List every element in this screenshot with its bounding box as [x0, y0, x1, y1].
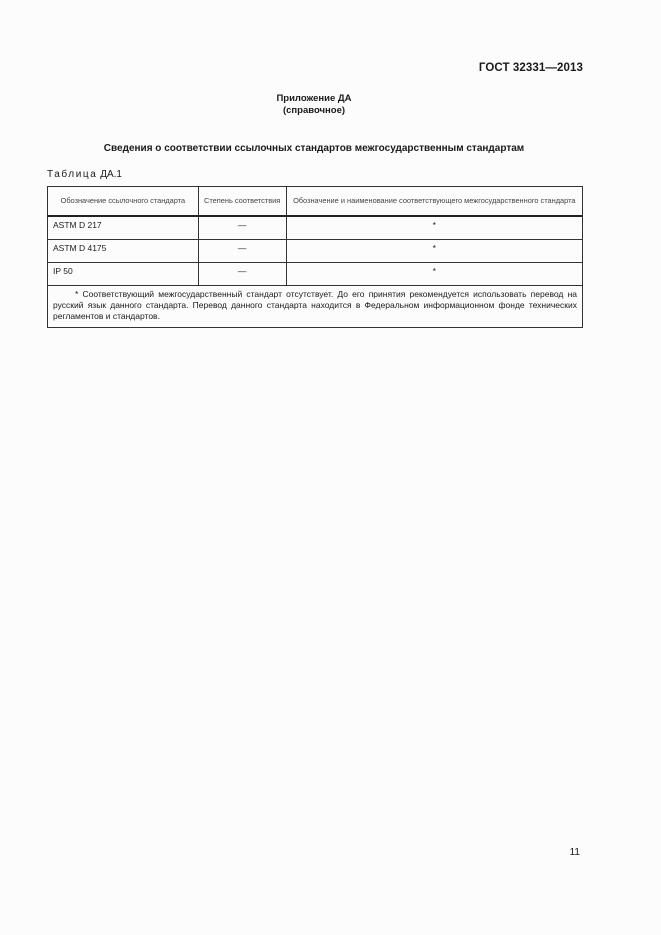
table-caption-number: ДА.1 — [100, 169, 122, 180]
header-compliance-degree: Степень соответствия — [198, 187, 286, 217]
table-row — [48, 216, 583, 240]
cell-reference-standard: ASTM D 4175 — [48, 240, 199, 263]
header-interstate-standard: Обозначение и наименование соответствующего межгосударственного стандарта — [286, 187, 582, 217]
table-row — [48, 240, 583, 263]
table-caption — [47, 169, 122, 180]
section-title: Сведения о соответствии ссылочных стандартов межгосударственным стандартам — [103, 143, 525, 154]
table-header-row — [48, 187, 583, 217]
cell-interstate-standard: * — [286, 240, 582, 263]
appendix-subtitle: (справочное) — [282, 105, 346, 116]
header-reference-standard: Обозначение ссылочного стандарта — [48, 187, 199, 217]
table-caption-word: Таблица — [47, 169, 98, 180]
cell-interstate-standard: * — [286, 216, 582, 240]
table-note-row — [48, 286, 583, 328]
document-code: ГОСТ 32331—2013 — [478, 62, 583, 74]
table-footnote: * Соответствующий межгосударственный стандарт отсутствует. До его принятия рекомендуется использовать перевод на русский язык данного стандарта. Перевод данного стандарта находится в Федеральном информационном фонде технических регламентов и стандартов. — [48, 286, 583, 328]
appendix-title: Приложение ДА — [276, 93, 352, 104]
cell-interstate-standard: * — [286, 263, 582, 286]
appendix-heading — [0, 93, 628, 117]
cell-compliance-degree: — — [198, 240, 286, 263]
cell-compliance-degree: — — [198, 263, 286, 286]
table-row — [48, 263, 583, 286]
page-number: 11 — [569, 847, 580, 858]
cell-reference-standard: ASTM D 217 — [48, 216, 199, 240]
cell-reference-standard: IP 50 — [48, 263, 199, 286]
cell-compliance-degree: — — [198, 216, 286, 240]
reference-standards-table — [47, 186, 583, 328]
